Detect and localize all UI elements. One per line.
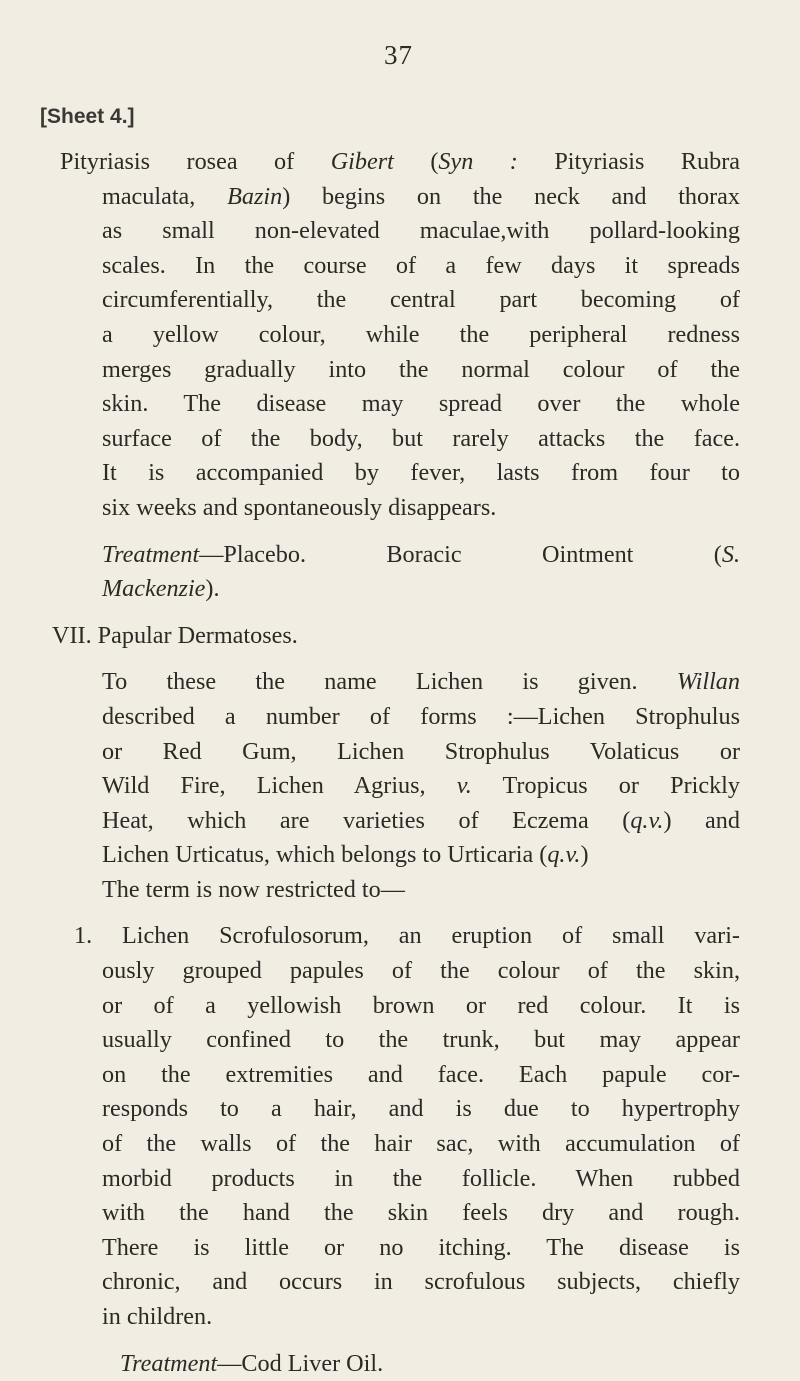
paragraph-line: scales. In the course of a few days it spreads	[102, 251, 740, 279]
paragraph-line: with the hand the skin feels dry and rough.	[102, 1199, 740, 1227]
paragraph-line: To these the name Lichen is given. Willan	[102, 668, 740, 696]
paragraph-line: The term is now restricted to—	[102, 875, 405, 903]
paragraph-line: maculata, Bazin) begins on the neck and thorax	[102, 182, 740, 210]
treatment-line: Mackenzie).	[102, 575, 220, 603]
paragraph-line: a yellow colour, while the peripheral redness	[102, 320, 740, 348]
paragraph-line: in children.	[102, 1303, 213, 1330]
paragraph-line: chronic, and occurs in scrofulous subjects, chiefly	[102, 1268, 740, 1296]
page-number: 37	[384, 40, 413, 70]
paragraph-line: circumferentially, the central part becoming of	[102, 286, 740, 314]
paragraph-line: usually confined to the trunk, but may appear	[102, 1026, 740, 1054]
paragraph-line: merges gradually into the normal colour of the	[102, 355, 740, 383]
paragraph-line: as small non-elevated maculae,with pollard-looking	[102, 217, 740, 245]
paragraph-line: There is little or no itching. The disease is	[102, 1233, 740, 1261]
paragraph-line: Wild Fire, Lichen Agrius, v. Tropicus or Prickly	[102, 772, 740, 800]
paragraph-line: six weeks and spontaneously disappears.	[102, 493, 497, 521]
body-text	[52, 145, 740, 1381]
paragraph-line: responds to a hair, and is due to hypertrophy	[102, 1095, 740, 1123]
paragraph-line: Pityriasis rosea of Gibert (Syn : Pityriasis Rubra	[60, 148, 740, 175]
sheet-label: [Sheet 4.]	[40, 105, 135, 128]
paragraph-line: on the extremities and face. Each papule cor-	[102, 1060, 740, 1088]
paragraph-line: of the walls of the hair sac, with accumulation of	[102, 1130, 740, 1158]
paragraph-line: Lichen Urticatus, which belongs to Urticaria (q.v.)	[102, 841, 589, 869]
paragraph-line: or of a yellowish brown or red colour. It is	[102, 991, 740, 1019]
paragraph-line: It is accompanied by fever, lasts from four to	[102, 459, 740, 487]
list-item-line: 1. Lichen Scrofulosorum, an eruption of small vari-	[74, 922, 740, 950]
paragraph-line: ously grouped papules of the colour of the skin,	[102, 957, 740, 985]
paragraph-line: morbid products in the follicle. When rubbed	[102, 1164, 740, 1192]
section-heading: VII. Papular Dermatoses.	[52, 621, 298, 649]
paragraph-line: Heat, which are varieties of Eczema (q.v.) and	[102, 806, 740, 834]
paragraph-line: or Red Gum, Lichen Strophulus Volaticus or	[102, 737, 740, 765]
paragraph-line: skin. The disease may spread over the whole	[102, 390, 740, 418]
treatment-line: Treatment—Placebo. Boracic Ointment (S.	[102, 540, 740, 568]
paragraph-line: described a number of forms :—Lichen Strophulus	[102, 702, 740, 730]
paragraph-line: surface of the body, but rarely attacks the face.	[102, 424, 740, 452]
treatment-line: Treatment—Cod Liver Oil.	[120, 1349, 384, 1377]
